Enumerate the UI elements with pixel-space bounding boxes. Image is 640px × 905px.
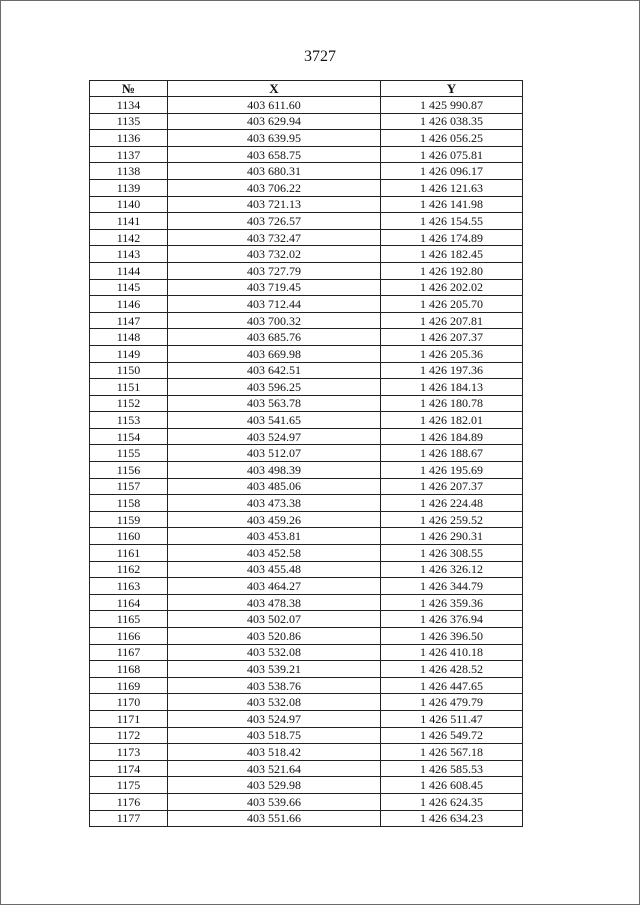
table-row (90, 412, 523, 429)
cell-x: 403 706.22 (168, 179, 381, 196)
cell-number: 1149 (90, 345, 168, 362)
cell-y: 1 426 585.53 (381, 760, 523, 777)
cell-x: 403 498.39 (168, 462, 381, 479)
cell-x: 403 453.81 (168, 528, 381, 545)
table-row (90, 644, 523, 661)
table-row (90, 561, 523, 578)
table-row (90, 445, 523, 462)
cell-number: 1135 (90, 113, 168, 130)
cell-y: 1 426 182.45 (381, 246, 523, 263)
cell-number: 1172 (90, 727, 168, 744)
table-row (90, 312, 523, 329)
cell-y: 1 426 608.45 (381, 777, 523, 794)
cell-y: 1 426 428.52 (381, 661, 523, 678)
cell-x: 403 539.21 (168, 661, 381, 678)
cell-y: 1 426 376.94 (381, 611, 523, 628)
table-row (90, 130, 523, 147)
table-row (90, 478, 523, 495)
cell-x: 403 538.76 (168, 677, 381, 694)
cell-y: 1 425 990.87 (381, 97, 523, 114)
table-row (90, 694, 523, 711)
table-row (90, 611, 523, 628)
cell-number: 1171 (90, 710, 168, 727)
cell-x: 403 529.98 (168, 777, 381, 794)
cell-number: 1173 (90, 744, 168, 761)
cell-x: 403 669.98 (168, 345, 381, 362)
cell-x: 403 478.38 (168, 594, 381, 611)
table-row (90, 628, 523, 645)
cell-y: 1 426 184.89 (381, 428, 523, 445)
cell-y: 1 426 511.47 (381, 710, 523, 727)
cell-x: 403 726.57 (168, 213, 381, 230)
table-row (90, 163, 523, 180)
cell-y: 1 426 290.31 (381, 528, 523, 545)
cell-number: 1162 (90, 561, 168, 578)
cell-number: 1168 (90, 661, 168, 678)
cell-number: 1134 (90, 97, 168, 114)
cell-y: 1 426 184.13 (381, 379, 523, 396)
cell-x: 403 658.75 (168, 146, 381, 163)
table-row (90, 545, 523, 562)
cell-number: 1154 (90, 428, 168, 445)
cell-y: 1 426 207.81 (381, 312, 523, 329)
cell-x: 403 680.31 (168, 163, 381, 180)
cell-y: 1 426 056.25 (381, 130, 523, 147)
table-row (90, 462, 523, 479)
cell-y: 1 426 197.36 (381, 362, 523, 379)
cell-x: 403 642.51 (168, 362, 381, 379)
cell-x: 403 452.58 (168, 545, 381, 562)
cell-number: 1166 (90, 628, 168, 645)
cell-x: 403 639.95 (168, 130, 381, 147)
cell-y: 1 426 259.52 (381, 511, 523, 528)
cell-y: 1 426 180.78 (381, 395, 523, 412)
cell-y: 1 426 344.79 (381, 578, 523, 595)
cell-x: 403 719.45 (168, 279, 381, 296)
cell-x: 403 532.08 (168, 644, 381, 661)
cell-number: 1177 (90, 810, 168, 827)
table-row (90, 760, 523, 777)
page-number: 3727 (304, 48, 336, 65)
table-row (90, 528, 523, 545)
cell-y: 1 426 410.18 (381, 644, 523, 661)
cell-number: 1152 (90, 395, 168, 412)
cell-number: 1165 (90, 611, 168, 628)
cell-number: 1163 (90, 578, 168, 595)
cell-number: 1146 (90, 296, 168, 313)
table-row (90, 495, 523, 512)
cell-y: 1 426 174.89 (381, 229, 523, 246)
table-row (90, 511, 523, 528)
cell-number: 1160 (90, 528, 168, 545)
cell-y: 1 426 479.79 (381, 694, 523, 711)
table-row (90, 196, 523, 213)
cell-y: 1 426 447.65 (381, 677, 523, 694)
cell-x: 403 524.97 (168, 710, 381, 727)
cell-x: 403 563.78 (168, 395, 381, 412)
cell-y: 1 426 121.63 (381, 179, 523, 196)
cell-number: 1136 (90, 130, 168, 147)
cell-number: 1144 (90, 262, 168, 279)
cell-y: 1 426 308.55 (381, 545, 523, 562)
cell-y: 1 426 326.12 (381, 561, 523, 578)
cell-x: 403 524.97 (168, 428, 381, 445)
cell-x: 403 596.25 (168, 379, 381, 396)
header-y: Y (381, 81, 523, 97)
cell-number: 1150 (90, 362, 168, 379)
cell-x: 403 629.94 (168, 113, 381, 130)
cell-x: 403 700.32 (168, 312, 381, 329)
cell-x: 403 727.79 (168, 262, 381, 279)
table-row (90, 213, 523, 230)
cell-number: 1140 (90, 196, 168, 213)
cell-x: 403 685.76 (168, 329, 381, 346)
cell-number: 1156 (90, 462, 168, 479)
cell-y: 1 426 096.17 (381, 163, 523, 180)
cell-y: 1 426 188.67 (381, 445, 523, 462)
table-row (90, 362, 523, 379)
cell-number: 1139 (90, 179, 168, 196)
table-row (90, 279, 523, 296)
table-row (90, 793, 523, 810)
cell-number: 1158 (90, 495, 168, 512)
cell-y: 1 426 396.50 (381, 628, 523, 645)
cell-number: 1164 (90, 594, 168, 611)
cell-number: 1147 (90, 312, 168, 329)
cell-number: 1138 (90, 163, 168, 180)
table-row (90, 727, 523, 744)
cell-x: 403 464.27 (168, 578, 381, 595)
table-row (90, 179, 523, 196)
table-row (90, 97, 523, 114)
cell-y: 1 426 207.37 (381, 329, 523, 346)
cell-number: 1174 (90, 760, 168, 777)
header-number: № (90, 81, 168, 97)
table-row (90, 710, 523, 727)
cell-x: 403 518.42 (168, 744, 381, 761)
cell-number: 1176 (90, 793, 168, 810)
cell-number: 1151 (90, 379, 168, 396)
cell-y: 1 426 549.72 (381, 727, 523, 744)
table-row (90, 113, 523, 130)
cell-x: 403 521.64 (168, 760, 381, 777)
cell-y: 1 426 075.81 (381, 146, 523, 163)
cell-y: 1 426 154.55 (381, 213, 523, 230)
cell-x: 403 551.66 (168, 810, 381, 827)
cell-y: 1 426 567.18 (381, 744, 523, 761)
cell-y: 1 426 195.69 (381, 462, 523, 479)
cell-number: 1153 (90, 412, 168, 429)
cell-number: 1157 (90, 478, 168, 495)
cell-number: 1155 (90, 445, 168, 462)
cell-number: 1145 (90, 279, 168, 296)
table-row (90, 744, 523, 761)
cell-x: 403 459.26 (168, 511, 381, 528)
cell-x: 403 539.66 (168, 793, 381, 810)
cell-y: 1 426 205.70 (381, 296, 523, 313)
cell-number: 1175 (90, 777, 168, 794)
cell-y: 1 426 624.35 (381, 793, 523, 810)
cell-number: 1167 (90, 644, 168, 661)
table-row (90, 810, 523, 827)
cell-y: 1 426 202.02 (381, 279, 523, 296)
cell-number: 1170 (90, 694, 168, 711)
table-row (90, 677, 523, 694)
table-row (90, 345, 523, 362)
cell-x: 403 712.44 (168, 296, 381, 313)
cell-y: 1 426 141.98 (381, 196, 523, 213)
cell-number: 1143 (90, 246, 168, 263)
table-body (90, 97, 523, 827)
table-row (90, 246, 523, 263)
cell-number: 1142 (90, 229, 168, 246)
cell-y: 1 426 359.36 (381, 594, 523, 611)
cell-x: 403 532.08 (168, 694, 381, 711)
cell-x: 403 512.07 (168, 445, 381, 462)
table-row (90, 329, 523, 346)
table-header-row (90, 81, 523, 97)
cell-x: 403 541.65 (168, 412, 381, 429)
cell-x: 403 732.47 (168, 229, 381, 246)
table-row (90, 229, 523, 246)
table-row (90, 146, 523, 163)
table-row (90, 428, 523, 445)
cell-y: 1 426 207.37 (381, 478, 523, 495)
coordinates-table (89, 80, 523, 827)
table-row (90, 395, 523, 412)
cell-y: 1 426 634.23 (381, 810, 523, 827)
cell-number: 1169 (90, 677, 168, 694)
cell-number: 1161 (90, 545, 168, 562)
cell-number: 1137 (90, 146, 168, 163)
cell-x: 403 502.07 (168, 611, 381, 628)
cell-y: 1 426 205.36 (381, 345, 523, 362)
cell-x: 403 485.06 (168, 478, 381, 495)
table-row (90, 594, 523, 611)
cell-x: 403 473.38 (168, 495, 381, 512)
table-row (90, 578, 523, 595)
table-row (90, 777, 523, 794)
cell-x: 403 518.75 (168, 727, 381, 744)
cell-number: 1141 (90, 213, 168, 230)
cell-x: 403 732.02 (168, 246, 381, 263)
cell-x: 403 611.60 (168, 97, 381, 114)
cell-number: 1148 (90, 329, 168, 346)
cell-y: 1 426 182.01 (381, 412, 523, 429)
cell-y: 1 426 224.48 (381, 495, 523, 512)
cell-x: 403 721.13 (168, 196, 381, 213)
table-row (90, 296, 523, 313)
cell-y: 1 426 192.80 (381, 262, 523, 279)
cell-y: 1 426 038.35 (381, 113, 523, 130)
table-row (90, 379, 523, 396)
table-row (90, 661, 523, 678)
header-x: X (168, 81, 381, 97)
cell-x: 403 455.48 (168, 561, 381, 578)
cell-x: 403 520.86 (168, 628, 381, 645)
cell-number: 1159 (90, 511, 168, 528)
table-row (90, 262, 523, 279)
